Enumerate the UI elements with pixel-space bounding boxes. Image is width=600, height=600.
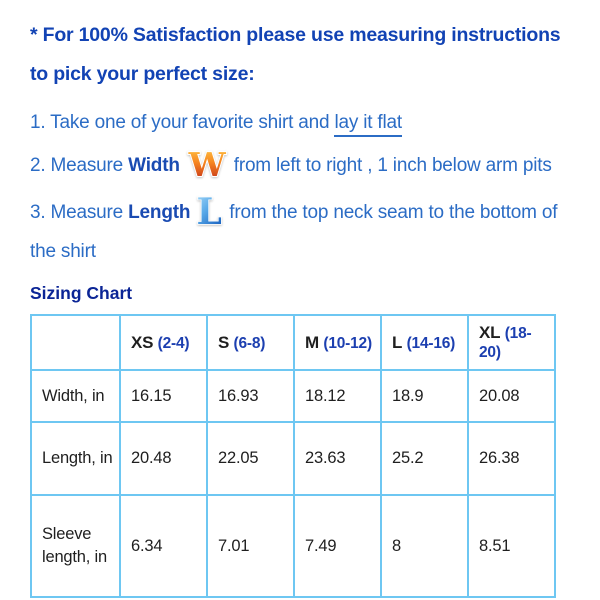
length-s-value: 22.05 — [207, 422, 294, 495]
step-3-keyword: Length — [128, 202, 191, 224]
step-3-text-after: from the top neck seam to the bottom of the shirt — [30, 202, 558, 263]
width-letter-icon — [186, 144, 228, 184]
instruction-step-2 — [30, 146, 576, 186]
size-range: (14-16) — [406, 334, 456, 352]
header-cell-xs — [120, 315, 207, 370]
sizing-chart-table — [30, 314, 556, 598]
step-1-text: 1. Take one of your favorite shirt and — [30, 112, 335, 133]
step-3-text: 3. Measure — [30, 202, 129, 224]
size-label: M — [305, 332, 319, 352]
row-label-width: Width, in — [31, 370, 120, 422]
length-l-value: 25.2 — [381, 422, 468, 495]
step-2-text: 2. Measure — [30, 155, 129, 177]
heading-line-2: to pick your perfect size: — [30, 63, 255, 85]
step-1-underlined-text: lay it flat — [334, 112, 402, 137]
table-header-row — [31, 315, 555, 370]
table-row-sleeve-length — [31, 495, 555, 597]
header-cell-empty — [31, 315, 120, 370]
heading-line-1: * For 100% Satisfaction please use measuring instructions — [30, 24, 561, 46]
length-xl-value: 26.38 — [468, 422, 555, 495]
length-letter-icon — [196, 190, 223, 232]
header-cell-l — [381, 315, 468, 370]
instruction-step-3 — [30, 192, 586, 269]
sleeve-m-value: 7.49 — [294, 495, 381, 597]
svg-text:L: L — [196, 191, 222, 233]
width-xl-value: 20.08 — [468, 370, 555, 422]
header-cell-s — [207, 315, 294, 370]
header-cell-m — [294, 315, 381, 370]
width-s-value: 16.93 — [207, 370, 294, 422]
sleeve-s-value: 7.01 — [207, 495, 294, 597]
length-xs-value: 20.48 — [120, 422, 207, 495]
table-row-width — [31, 370, 555, 422]
width-l-value: 18.9 — [381, 370, 468, 422]
size-label: XL — [479, 323, 501, 343]
row-label-length: Length, in — [31, 422, 120, 495]
size-range: (10-12) — [323, 334, 372, 352]
width-m-value: 18.12 — [294, 370, 381, 422]
size-range: (2-4) — [157, 334, 190, 352]
size-label: S — [218, 332, 230, 352]
size-range: (6-8) — [233, 334, 266, 352]
sleeve-xl-value: 8.51 — [468, 495, 555, 597]
sleeve-l-value: 8 — [381, 495, 468, 597]
step-2-text-after: from left to right , 1 inch below arm pits — [233, 155, 552, 177]
satisfaction-heading — [30, 16, 576, 94]
length-m-value: 23.63 — [294, 422, 381, 495]
sleeve-xs-value: 6.34 — [120, 495, 207, 597]
size-label: L — [392, 332, 403, 352]
header-cell-xl — [468, 315, 555, 370]
size-range: (18-20) — [479, 325, 532, 362]
step-2-keyword: Width — [128, 155, 180, 177]
table-row-length — [31, 422, 555, 495]
size-label: XS — [131, 332, 154, 352]
svg-text:W: W — [188, 145, 226, 184]
sizing-chart-title: Sizing Chart — [30, 283, 133, 304]
instruction-step-1 — [30, 110, 576, 136]
row-label-sleeve: Sleeve length, in — [31, 495, 120, 597]
width-xs-value: 16.15 — [120, 370, 207, 422]
